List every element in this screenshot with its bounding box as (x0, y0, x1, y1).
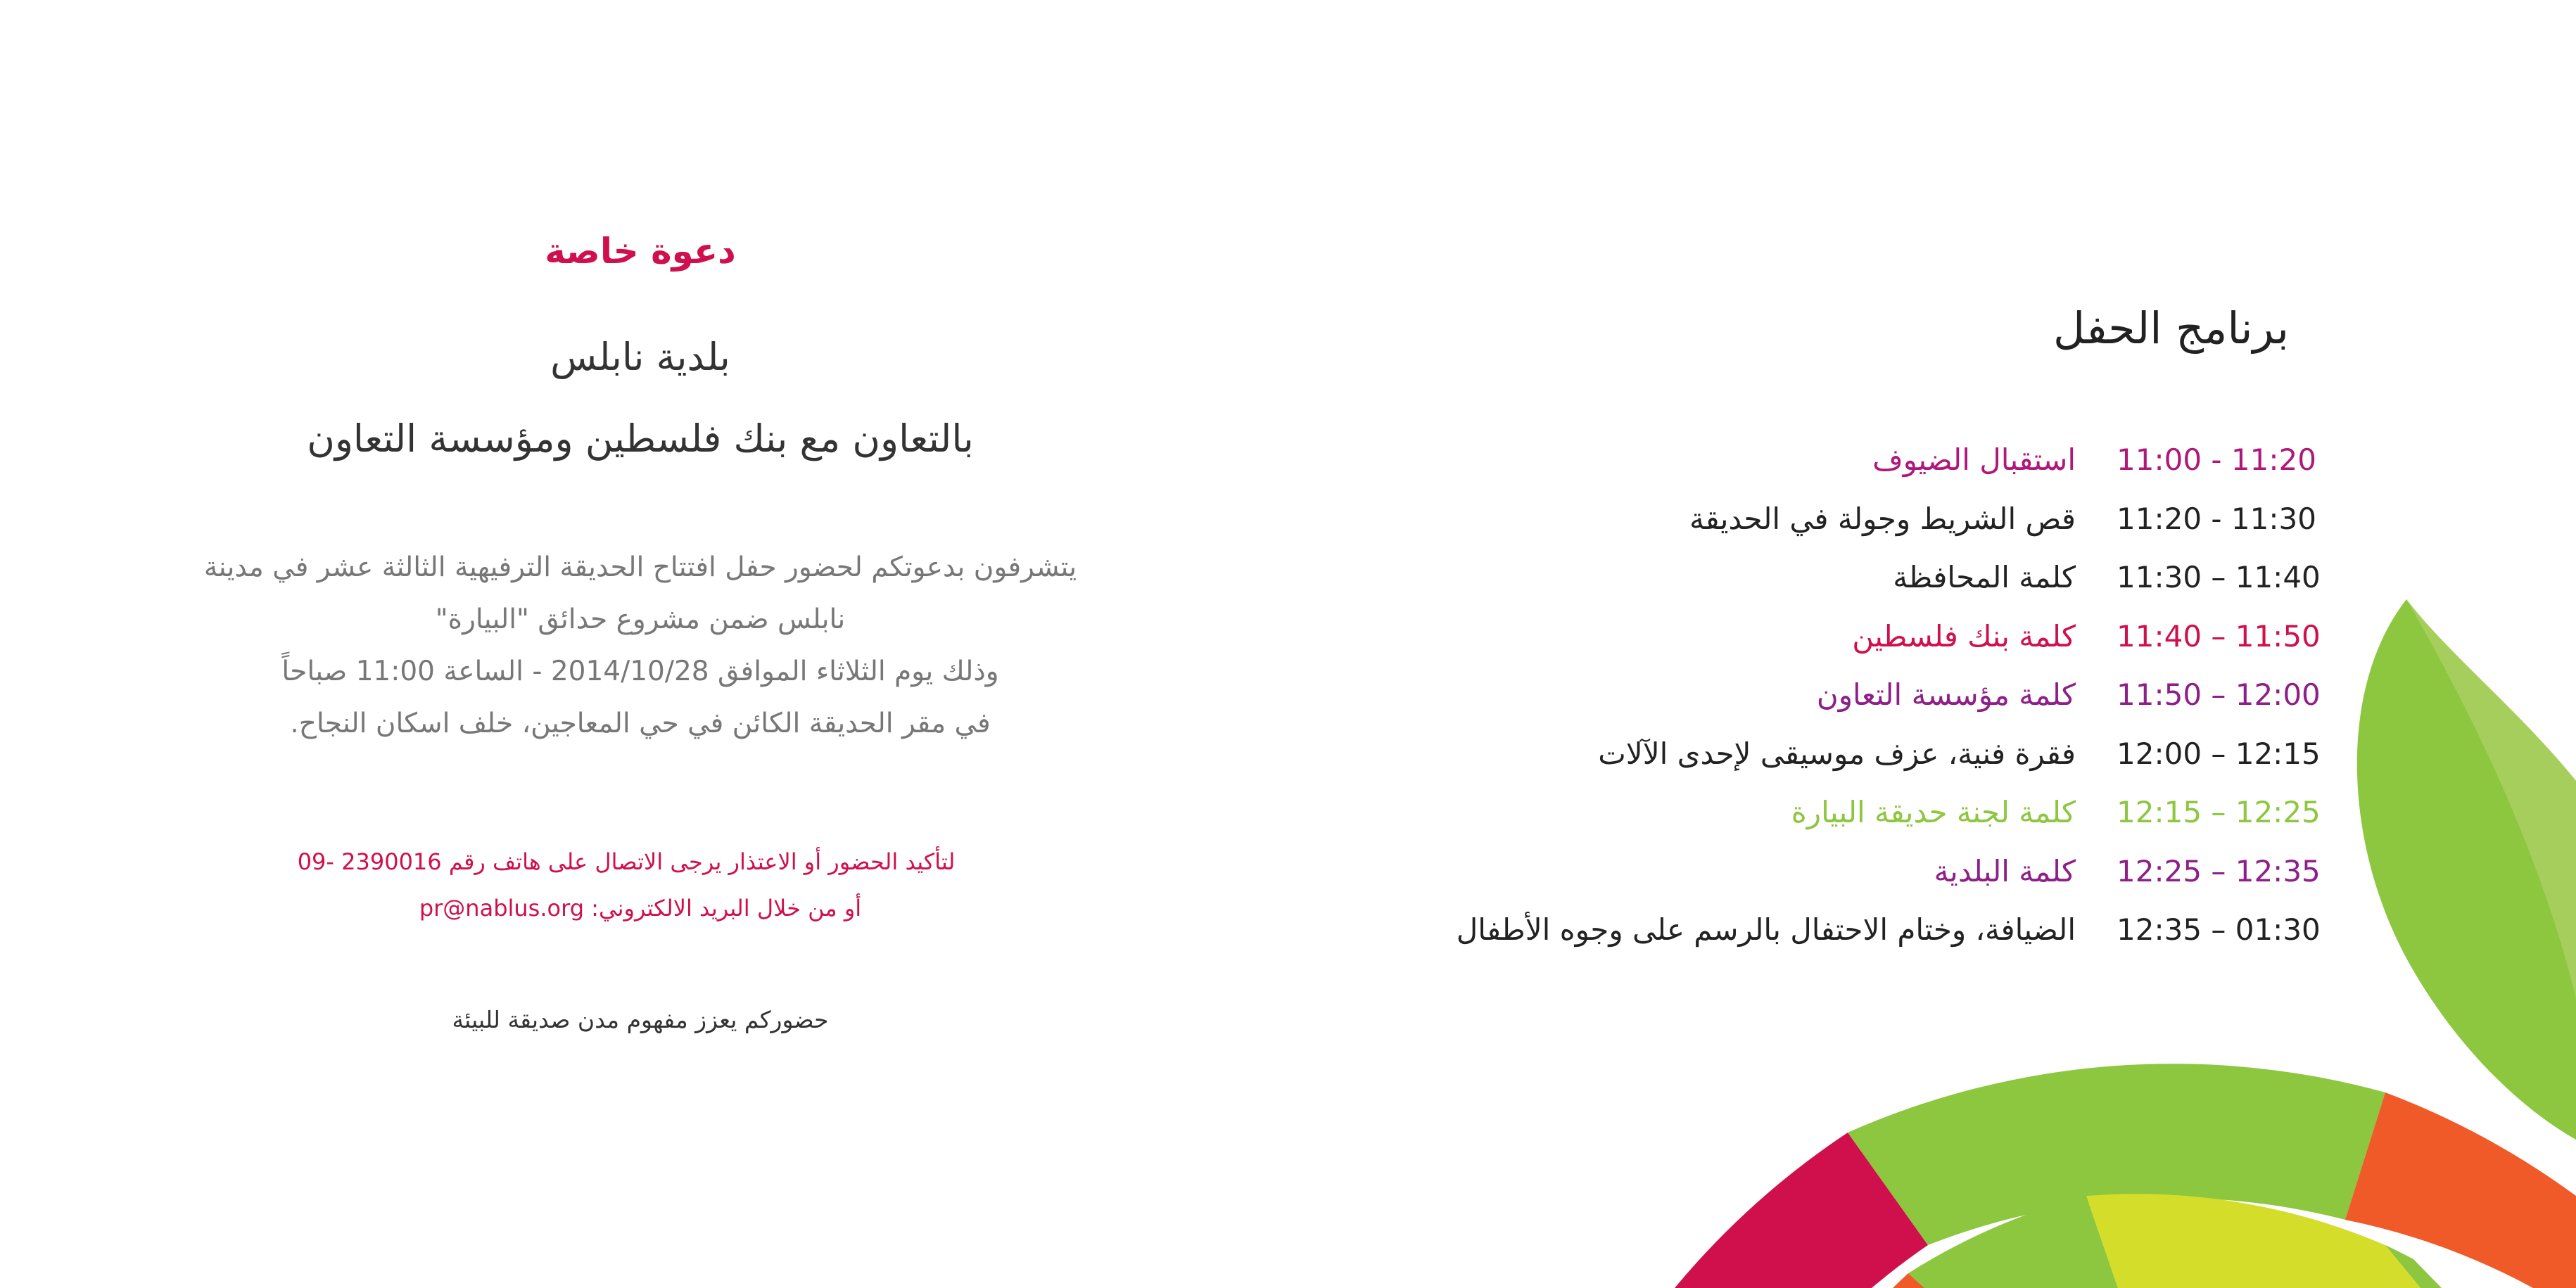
body-line: وذلك يوم الثلاثاء الموافق 2014/10/28 - الساعة 11:00 صباحاً (281, 656, 999, 687)
program-item (1456, 900, 2321, 959)
cooperation-line: بالتعاون مع بنك فلسطين ومؤسسة التعاون (307, 416, 974, 461)
program-time: 11:50 – 12:00 (2117, 677, 2321, 713)
body-line: في مقر الحديقة الكائن في حي المعاجين، خلف اسكان النجاح. (290, 708, 991, 739)
program-list (1456, 431, 2321, 959)
program-time: 11:40 – 11:50 (2117, 618, 2321, 653)
program-item (1457, 783, 2321, 842)
program-item (1457, 842, 2321, 901)
rsvp-email-line: أو من خلال البريد الالكتروني: pr@nablus.org (419, 895, 862, 922)
invitation-section (127, 0, 1154, 1288)
program-time: 11:00 - 11:20 (2117, 442, 2316, 478)
program-item (1457, 490, 2316, 549)
invitation-body (127, 542, 1154, 750)
program-item (1457, 607, 2321, 666)
program-label: كلمة بنك فلسطين (1852, 618, 2076, 653)
program-label: كلمة المحافظة (1893, 560, 2076, 595)
program-label: كلمة لجنة حديقة البيارة (1791, 795, 2076, 830)
program-item (1457, 725, 2321, 784)
invitation-footer: حضوركم يعزز مفهوم مدن صديقة للبيئة (452, 1006, 829, 1033)
program-label: فقرة فنية، عزف موسيقى لإحدى الآلات (1598, 736, 2076, 771)
body-line: يتشرفون بدعوتكم لحضور حفل افتتاح الحديقة الترفيهية الثالثة عشر في مدينة (203, 551, 1077, 583)
rsvp-info (127, 839, 1154, 931)
rsvp-phone-line: لتأكيد الحضور أو الاعتذار يرجى الاتصال على هاتف رقم 2390016 -09 (297, 848, 956, 875)
program-time: 12:35 – 01:30 (2117, 912, 2321, 948)
program-title: برنامج الحفل (2052, 302, 2289, 354)
program-item (1457, 548, 2321, 607)
program-label: الضيافة، وختام الاحتفال بالرسم على وجوه الأطفال (1456, 912, 2076, 948)
program-item (1457, 431, 2316, 490)
program-label: كلمة مؤسسة التعاون (1816, 677, 2076, 713)
program-time: 12:25 – 12:35 (2117, 853, 2321, 888)
program-time: 11:20 - 11:30 (2117, 501, 2316, 536)
program-label: كلمة البلدية (1934, 853, 2076, 888)
leaf-icon (2357, 599, 2576, 1140)
program-time: 12:00 – 12:15 (2117, 736, 2321, 771)
program-time: 11:30 – 11:40 (2117, 560, 2321, 595)
program-label: استقبال الضيوف (1872, 442, 2076, 478)
invitation-heading: دعوة خاصة (545, 231, 736, 272)
program-time: 12:15 – 12:25 (2117, 795, 2321, 830)
program-item (1457, 665, 2321, 725)
body-line: نابلس ضمن مشروع حدائق "البيارة" (435, 604, 846, 635)
program-label: قص الشريط وجولة في الحديقة (1689, 501, 2076, 536)
organizer-name: بلدية نابلس (550, 335, 730, 379)
